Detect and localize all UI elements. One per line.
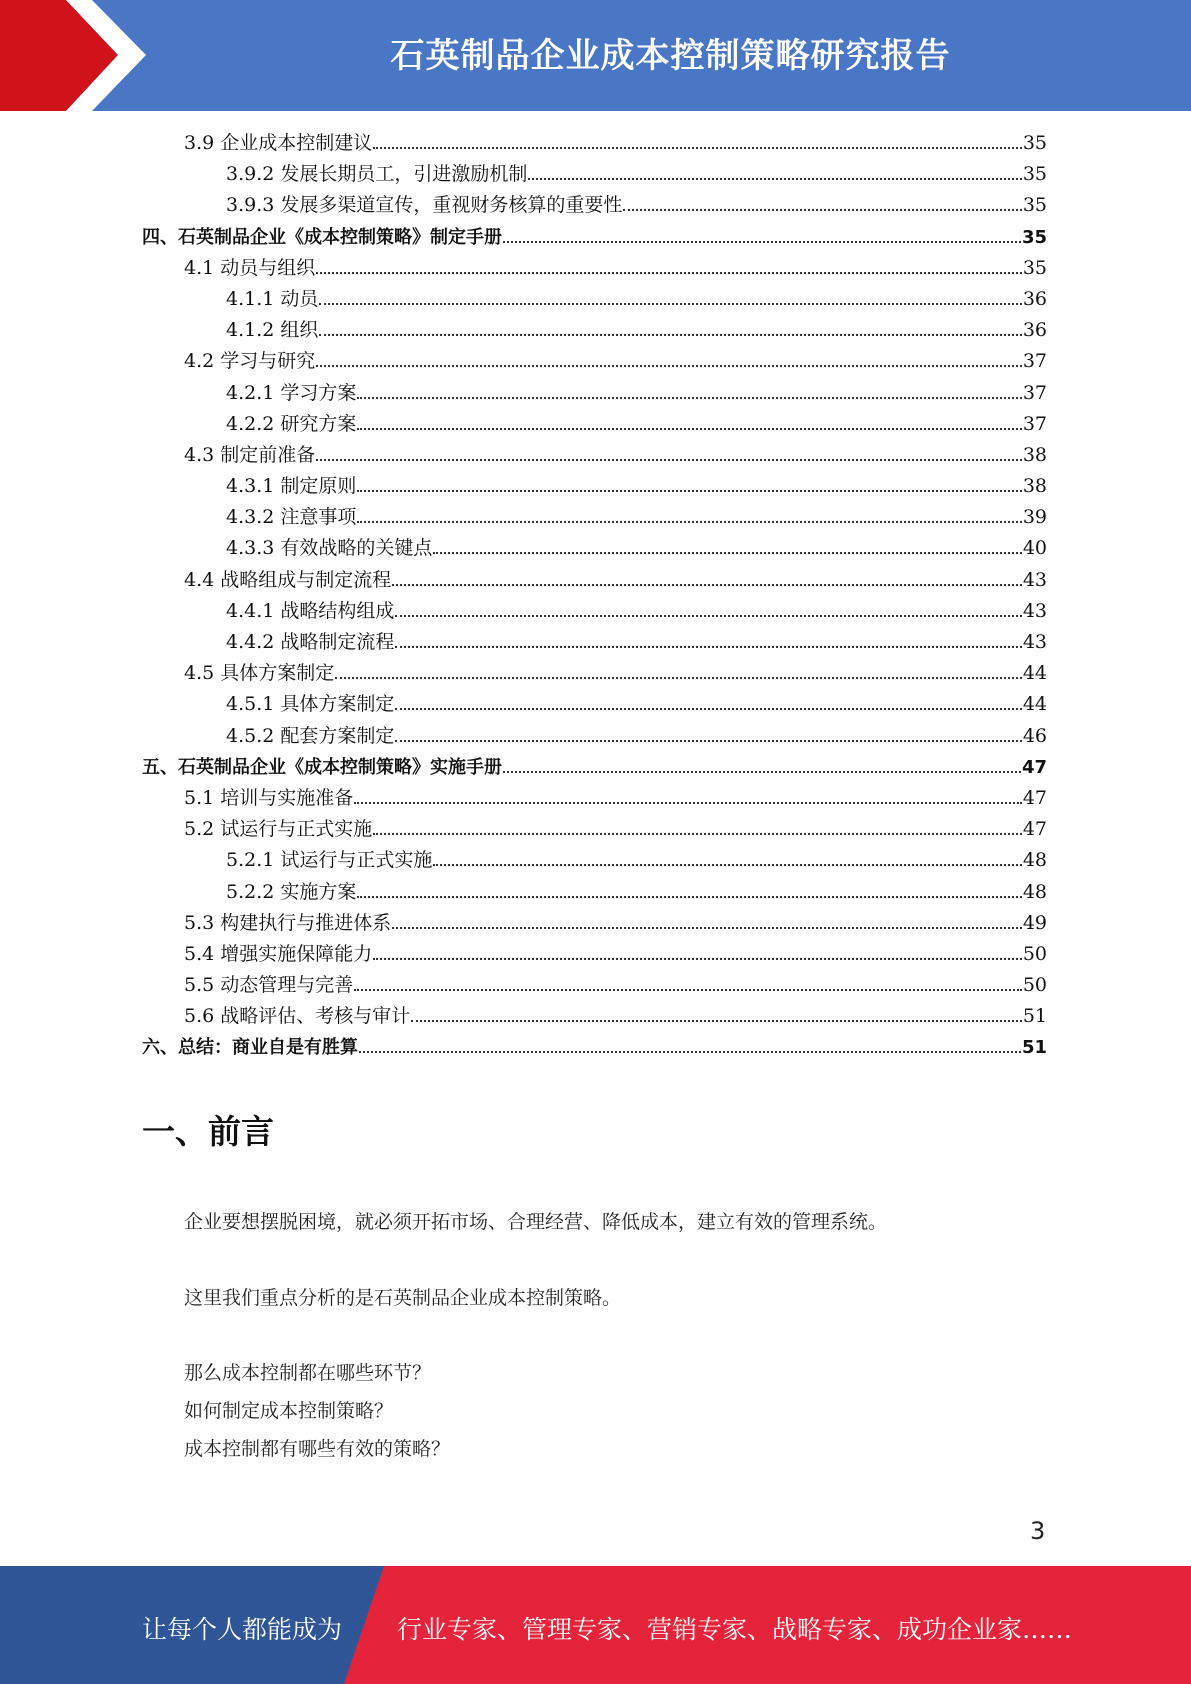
toc-entry-page: 39: [1022, 506, 1047, 529]
toc-entry-title: 4.5.1 具体方案制定: [226, 693, 395, 716]
toc-entry-title: 3.9.3 发展多渠道宣传，重视财务核算的重要性: [226, 194, 623, 217]
toc-leader-dots: [316, 264, 1022, 274]
toc-entry[interactable]: [142, 845, 1047, 876]
toc-entry[interactable]: [142, 658, 1047, 689]
toc-leader-dots: [395, 638, 1021, 648]
toc-leader-dots: [357, 482, 1021, 492]
toc-entry-page: 47: [1021, 756, 1047, 778]
toc-entry-title: 四、石英制品企业《成本控制策略》制定手册: [142, 226, 502, 248]
paragraph: 那么成本控制都在哪些环节？: [184, 1362, 432, 1384]
toc-entry[interactable]: [142, 378, 1047, 409]
toc-entry-title: 3.9.2 发展长期员工，引进激励机制: [226, 163, 528, 186]
toc-entry-title: 4.5 具体方案制定: [184, 662, 335, 685]
toc-entry[interactable]: [142, 315, 1047, 346]
toc-leader-dots: [319, 295, 1021, 305]
paragraph: 如何制定成本控制策略？: [184, 1400, 394, 1422]
toc-entry-page: 40: [1022, 537, 1047, 560]
toc-leader-dots: [395, 700, 1021, 710]
toc-entry[interactable]: [142, 159, 1047, 190]
toc-leader-dots: [528, 170, 1021, 180]
toc-entry-title: 4.2 学习与研究: [184, 350, 316, 373]
footer-slogan-right: 行业专家、管理专家、营销专家、战略专家、成功企业家……: [397, 1615, 1073, 1644]
toc-entry[interactable]: [142, 502, 1047, 533]
toc-entry[interactable]: [142, 939, 1047, 970]
toc-entry-title: 4.5.2 配套方案制定: [226, 724, 395, 747]
toc-entry-title: 3.9 企业成本控制建议: [184, 132, 373, 154]
toc-leader-dots: [357, 888, 1021, 898]
toc-entry[interactable]: [142, 346, 1047, 377]
paragraph: 企业要想摆脱困境，就必须开拓市场、合理经营、降低成本，建立有效的管理系统。: [184, 1211, 888, 1233]
toc-entry-page: 35: [1022, 194, 1047, 217]
toc-entry-title: 5.2.2 实施方案: [226, 880, 357, 903]
toc-entry[interactable]: [142, 471, 1047, 502]
toc-leader-dots: [433, 544, 1021, 554]
toc-entry-title: 4.2.1 学习方案: [226, 381, 357, 404]
toc-leader-dots: [503, 763, 1021, 773]
toc-entry-page: 47: [1022, 818, 1047, 841]
toc-entry[interactable]: [142, 689, 1047, 720]
toc-leader-dots: [392, 919, 1022, 929]
page-footer: [0, 1566, 1191, 1684]
toc-leader-dots: [357, 389, 1021, 399]
toc-leader-dots: [357, 513, 1021, 523]
page-number: 3: [1030, 1517, 1046, 1545]
toc-entry-page: 51: [1021, 1037, 1047, 1059]
toc-entry[interactable]: [142, 627, 1047, 658]
toc-entry[interactable]: [142, 721, 1047, 752]
toc-entry-title: 4.3.3 有效战略的关键点: [226, 537, 433, 560]
toc-leader-dots: [316, 451, 1022, 461]
toc-leader-dots: [411, 1012, 1022, 1022]
toc-leader-dots: [359, 1043, 1021, 1053]
toc-entry-page: 43: [1022, 631, 1047, 653]
toc-entry-page: 37: [1022, 412, 1047, 435]
toc-entry-page: 35: [1022, 132, 1047, 154]
toc-entry-title: 4.3 制定前准备: [184, 443, 316, 466]
toc-entry[interactable]: [142, 253, 1047, 284]
toc-entry[interactable]: [142, 783, 1047, 814]
toc-entry-page: 36: [1022, 287, 1047, 310]
toc-entry[interactable]: [142, 1001, 1047, 1032]
toc-entry-title: 4.2.2 研究方案: [226, 412, 357, 435]
toc-leader-dots: [395, 607, 1021, 617]
toc-entry-page: 38: [1022, 443, 1047, 466]
toc-entry-page: 37: [1022, 381, 1047, 404]
toc-leader-dots: [373, 950, 1022, 960]
toc-leader-dots: [392, 576, 1022, 586]
toc-entry[interactable]: [142, 908, 1047, 939]
toc-entry[interactable]: [142, 284, 1047, 315]
toc-entry[interactable]: [142, 533, 1047, 564]
toc-leader-dots: [357, 420, 1021, 430]
toc-entry-title: 五、石英制品企业《成本控制策略》实施手册: [142, 756, 502, 778]
toc-entry-page: 37: [1022, 350, 1047, 373]
toc-entry[interactable]: [142, 596, 1047, 627]
toc-entry-title: 5.6 战略评估、考核与审计: [184, 1005, 411, 1028]
toc-entry[interactable]: [142, 814, 1047, 845]
toc-entry-page: 44: [1022, 693, 1047, 716]
toc-entry-page: 46: [1022, 724, 1047, 747]
paragraph: 成本控制都有哪些有效的策略？: [184, 1438, 451, 1460]
toc-entry-title: 5.4 增强实施保障能力: [184, 942, 373, 965]
toc-leader-dots: [335, 669, 1022, 679]
toc-leader-dots: [395, 732, 1021, 742]
toc-entry[interactable]: [142, 222, 1047, 253]
toc-leader-dots: [503, 233, 1021, 243]
toc-entry[interactable]: [142, 440, 1047, 471]
toc-entry-title: 5.2 试运行与正式实施: [184, 818, 373, 841]
toc-entry-title: 4.1.1 动员: [226, 287, 319, 310]
toc-entry-page: 35: [1022, 163, 1047, 186]
toc-entry-title: 4.4 战略组成与制定流程: [184, 568, 392, 591]
toc-entry[interactable]: [142, 752, 1047, 783]
toc-entry-title: 5.1 培训与实施准备: [184, 786, 354, 809]
toc-entry-title: 4.1 动员与组织: [184, 256, 316, 279]
chevron-decoration: [0, 0, 160, 111]
toc-entry-page: 50: [1022, 974, 1047, 997]
toc-entry-page: 48: [1022, 849, 1047, 872]
toc-entry-page: 50: [1022, 942, 1047, 965]
toc-entry-title: 六、总结：商业自是有胜算: [142, 1037, 358, 1059]
toc-leader-dots: [373, 139, 1022, 149]
toc-entry-title: 5.5 动态管理与完善: [184, 974, 354, 997]
toc-entry[interactable]: [142, 409, 1047, 440]
toc-entry-title: 4.1.2 组织: [226, 319, 319, 342]
toc-entry-page: 49: [1022, 911, 1047, 934]
toc-entry-page: 38: [1022, 475, 1047, 498]
toc-entry-page: 35: [1021, 226, 1047, 248]
toc-entry[interactable]: [142, 128, 1047, 159]
toc-entry-page: 43: [1022, 568, 1047, 591]
page-header: [0, 0, 1191, 111]
toc-entry-page: 43: [1022, 599, 1047, 622]
toc-leader-dots: [319, 326, 1021, 336]
toc-leader-dots: [316, 357, 1022, 367]
toc-leader-dots: [354, 794, 1022, 804]
toc-leader-dots: [623, 201, 1021, 211]
section-heading: 一、前言: [142, 1112, 274, 1151]
report-title: 石英制品企业成本控制策略研究报告: [390, 36, 951, 76]
toc-entry[interactable]: [142, 1032, 1047, 1063]
paragraph: 这里我们重点分析的是石英制品企业成本控制策略。: [184, 1287, 622, 1309]
footer-slogan-left: 让每个人都能成为: [142, 1615, 343, 1644]
toc-entry-page: 51: [1022, 1005, 1047, 1028]
toc-entry[interactable]: [142, 565, 1047, 596]
toc-entry-page: 47: [1022, 786, 1047, 809]
toc-entry-title: 5.3 构建执行与推进体系: [184, 911, 392, 934]
toc-leader-dots: [354, 981, 1022, 991]
table-of-contents: [142, 128, 1047, 1064]
toc-entry[interactable]: [142, 970, 1047, 1001]
toc-leader-dots: [373, 825, 1022, 835]
toc-entry-title: 4.3.1 制定原则: [226, 475, 357, 498]
toc-entry-title: 4.4.2 战略制定流程: [226, 631, 395, 653]
toc-entry-page: 44: [1022, 662, 1047, 685]
toc-entry-title: 4.3.2 注意事项: [226, 506, 357, 529]
toc-entry-title: 4.4.1 战略结构组成: [226, 599, 395, 622]
toc-leader-dots: [433, 856, 1021, 866]
toc-entry-page: 35: [1022, 256, 1047, 279]
toc-entry-page: 36: [1022, 319, 1047, 342]
toc-entry-title: 5.2.1 试运行与正式实施: [226, 849, 433, 872]
toc-entry[interactable]: [142, 190, 1047, 221]
toc-entry[interactable]: [142, 877, 1047, 908]
toc-entry-page: 48: [1022, 880, 1047, 903]
